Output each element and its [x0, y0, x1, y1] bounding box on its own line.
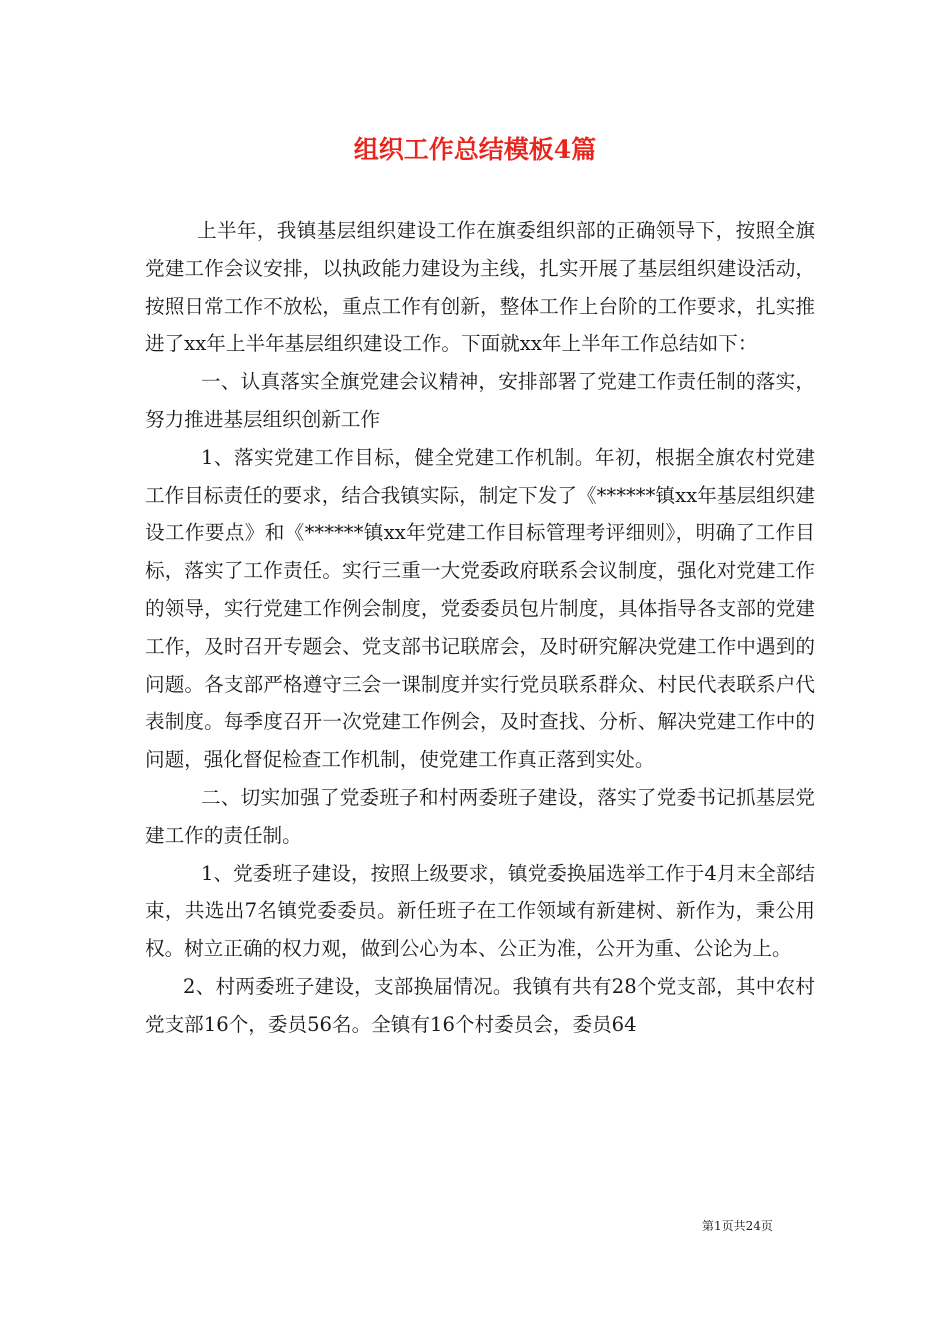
section-heading-2: 二、切实加强了党委班子和村两委班子建设，落实了党委书记抓基层党建工作的责任制。 — [145, 785, 815, 847]
page-number-footer: 第1页共24页 — [702, 1219, 773, 1233]
paragraph-2-1: 1、党委班子建设，按照上级要求，镇党委换届选举工作于4月末全部结束，共选出7名镇党委委员。新任班子在工作领域有新建树、新作为，秉公用权。树立正确的权力观，做到公心为本、公正为准，公开为重、公论为上。 — [145, 861, 815, 961]
document-body — [145, 212, 815, 1044]
document-title: 组织工作总结模板4篇 — [353, 135, 597, 164]
paragraph-2-2: 2、村两委班子建设，支部换届情况。我镇有共有28个党支部，其中农村党支部16个，委员56名。全镇有16个村委员会，委员64 — [145, 974, 815, 1036]
section-heading-1: 一、认真落实全旗党建会议精神，安排部署了党建工作责任制的落实，努力推进基层组织创新工作 — [145, 370, 815, 431]
paragraph-intro: 上半年，我镇基层组织建设工作在旗委组织部的正确领导下，按照全旗党建工作会议安排，以执政能力建设为主线，扎实开展了基层组织建设活动，按照日常工作不放松，重点工作有创新，整体工作上台阶的工作要求，扎实推进了xx年上半年基层组织建设工作。下面就xx年上半年工作总结如下： — [145, 219, 815, 356]
paragraph-1-1: 1、落实党建工作目标，健全党建工作机制。年初，根据全旗农村党建工作目标责任的要求，结合我镇实际，制定下发了《******镇xx年基层组织建设工作要点》和《******镇xx年党建工作目标管理考评细则》，明确了工作目标，落实了工作责任。实行三重一大党委政府联系会议制度，强化对党建工作的领导，实行党建工作例会制度，党委委员包片制度，具体指导各支部的党建工作，及时召开专题会、党支部书记联席会，及时研究解决党建工作中遇到的问题。各支部严格遵守三会一课制度并实行党员联系群众、村民代表联系户代表制度。每季度召开一次党建工作例会，及时查找、分析、解决党建工作中的问题，强化督促检查工作机制，使党建工作真正落到实处。 — [145, 445, 815, 772]
